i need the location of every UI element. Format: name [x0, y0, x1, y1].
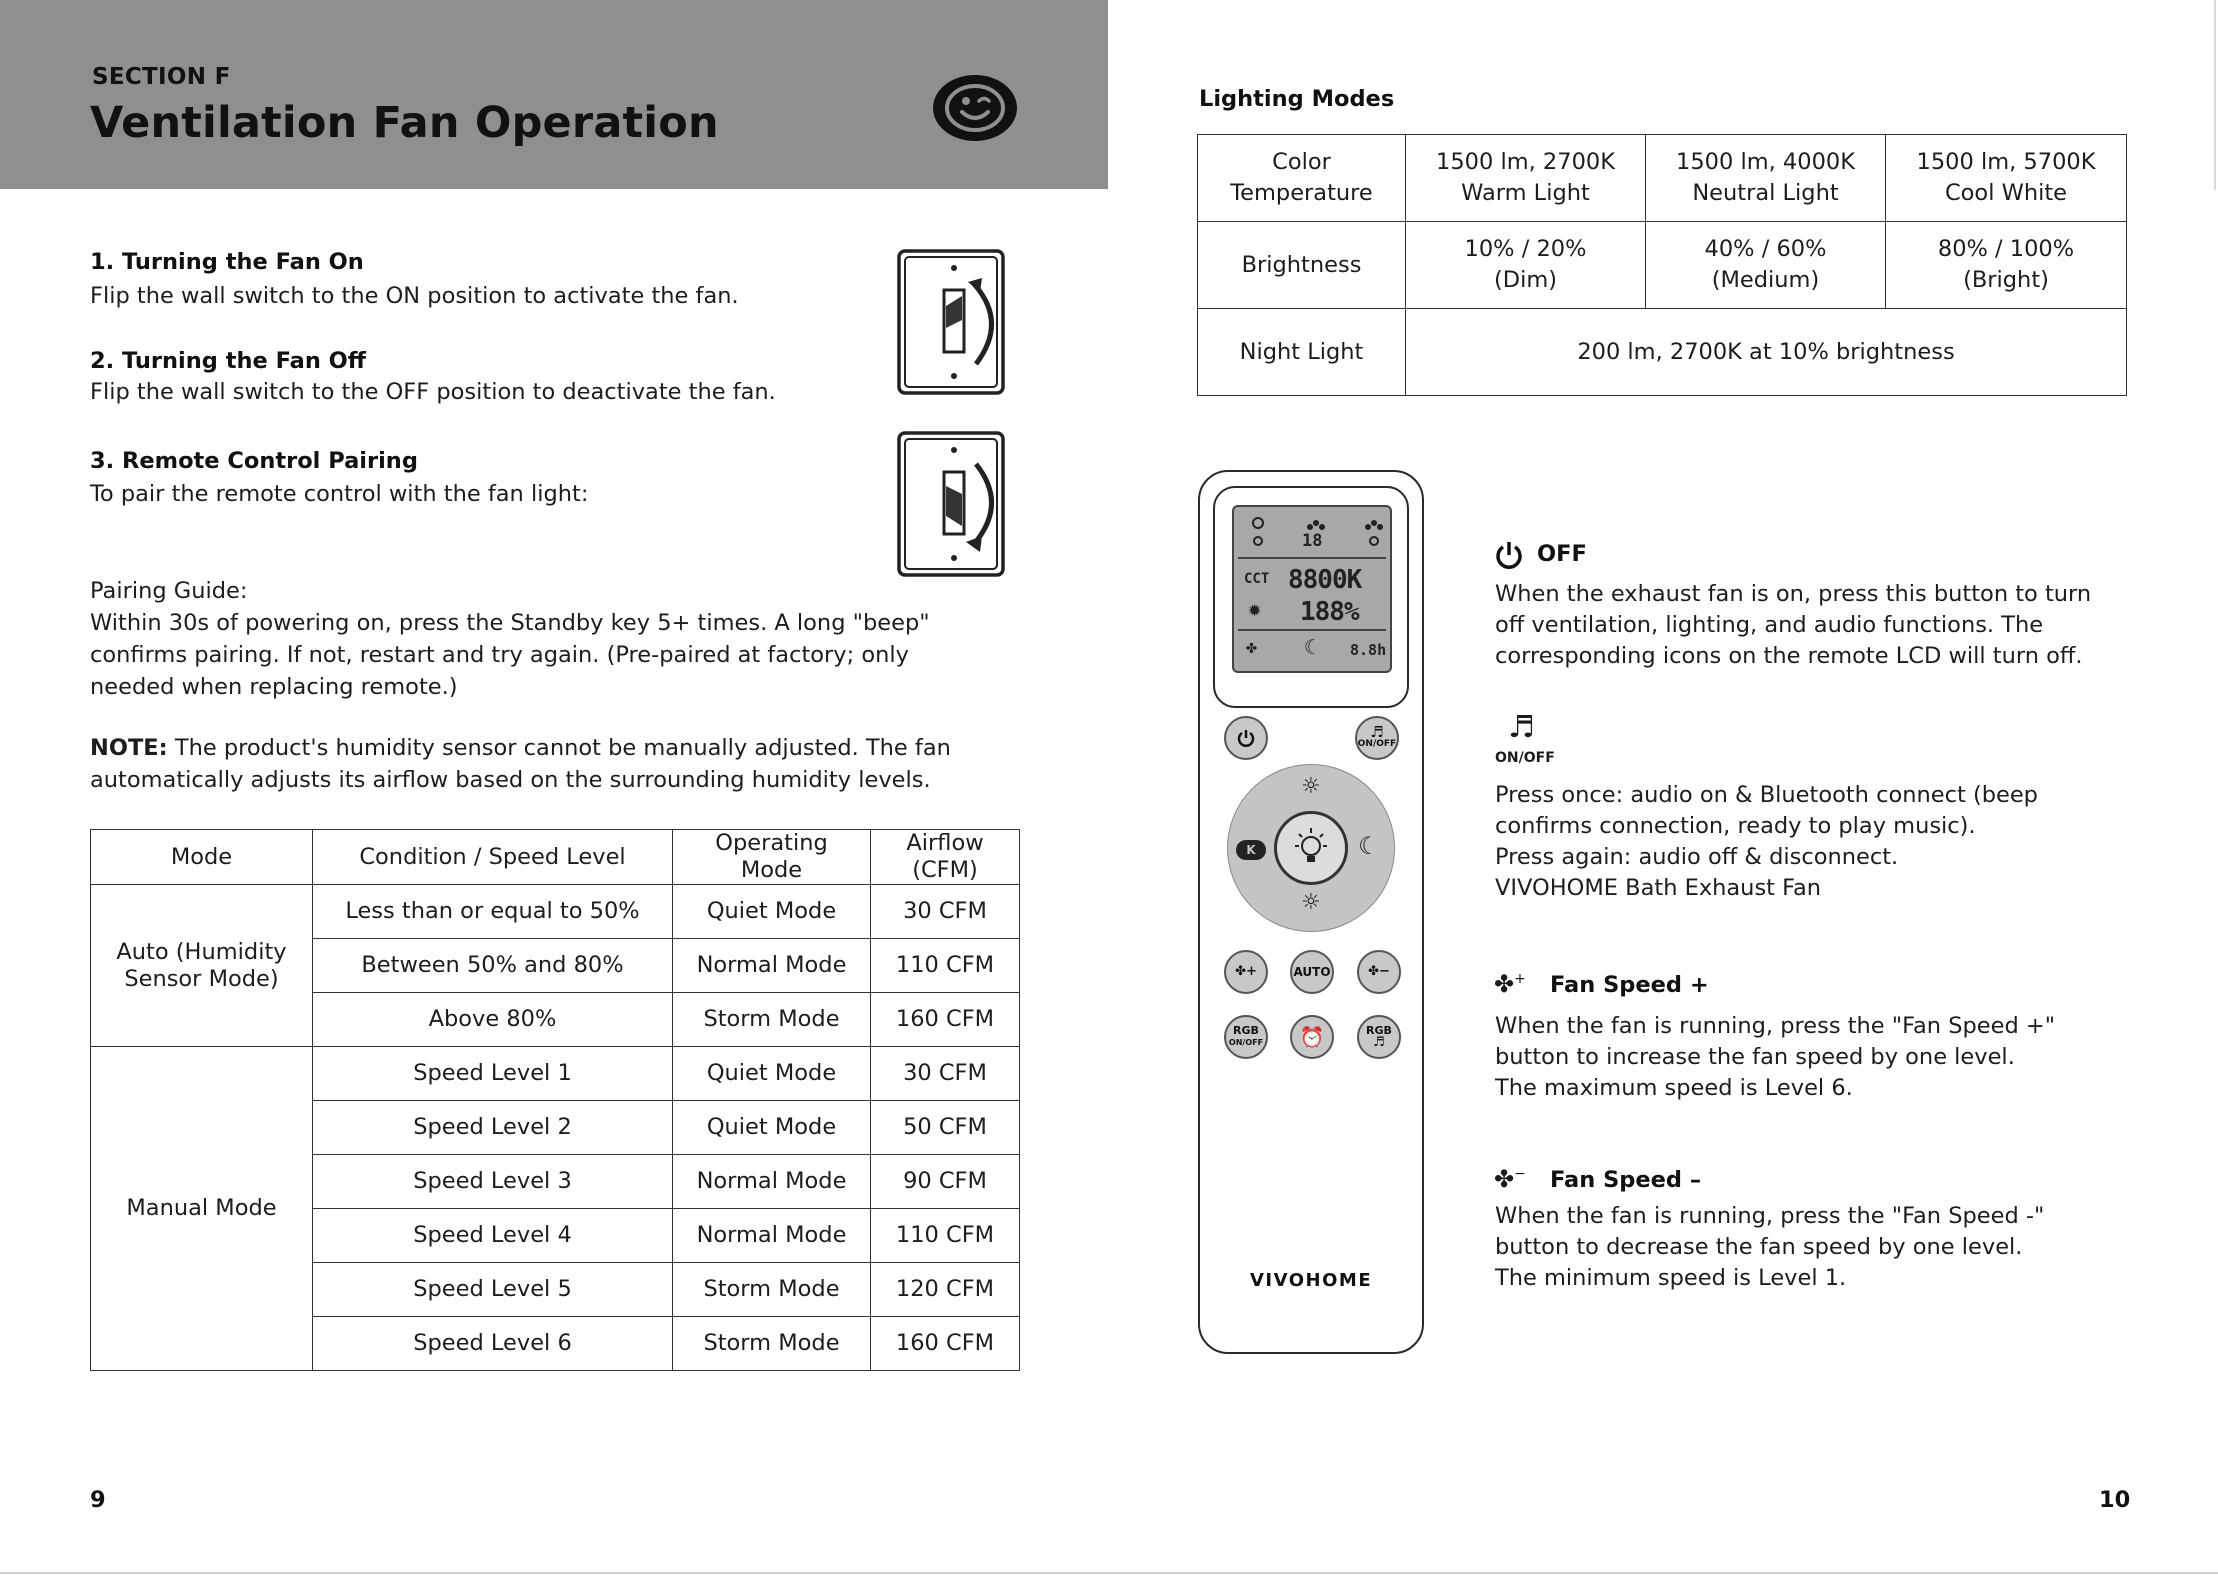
brightness-down-button[interactable]: ☼	[1301, 890, 1321, 915]
table-cell: Speed Level 3	[313, 1155, 673, 1209]
audio-description-line: Press again: audio off & disconnect.	[1495, 844, 1899, 870]
off-description-line: corresponding icons on the remote LCD will turn off.	[1495, 643, 2083, 669]
table-cell: Storm Mode	[673, 1317, 871, 1371]
fan-plus-icon: ✤+	[1494, 970, 1526, 998]
brightness-up-button[interactable]: ☼	[1301, 774, 1321, 799]
mode-cell-auto: Auto (Humidity Sensor Mode)	[91, 885, 313, 1047]
fan-minus-icon: ✤−	[1494, 1165, 1526, 1193]
rgb-label: RGB	[1233, 1024, 1259, 1037]
table-cell: 1500 lm, 4000K Neutral Light	[1646, 135, 1886, 222]
lcd-cct-label: CCT	[1244, 571, 1270, 587]
fan-speed-up-line: When the fan is running, press the "Fan Speed +"	[1495, 1013, 2056, 1039]
table-cell: Above 80%	[313, 993, 673, 1047]
remote-brand-logo: VIVOHOME	[1250, 1270, 1373, 1291]
note-paragraph	[90, 732, 951, 764]
table-header-cell: Operating Mode	[673, 830, 871, 885]
power-icon	[1494, 540, 1524, 570]
audio-description-line: VIVOHOME Bath Exhaust Fan	[1495, 875, 1822, 901]
page-number-right: 10	[2099, 1487, 2131, 1513]
lcd-brightness-readout: 188%	[1300, 597, 1359, 627]
table-cell: 1500 lm, 2700K Warm Light	[1406, 135, 1646, 222]
lcd-temperature-readout: 8800K	[1288, 565, 1362, 595]
off-description-line: off ventilation, lighting, and audio functions. The	[1495, 612, 2044, 638]
note-label: NOTE:	[90, 735, 168, 761]
step2-text: Flip the wall switch to the OFF position to deactivate the fan.	[90, 379, 776, 405]
fan-speed-down-line: When the fan is running, press the "Fan Speed -"	[1495, 1203, 2045, 1229]
lighting-modes-title: Lighting Modes	[1199, 86, 1395, 112]
rgb-music-button[interactable]	[1357, 1015, 1401, 1059]
table-cell: Quiet Mode	[673, 1047, 871, 1101]
light-onoff-button[interactable]	[1274, 811, 1348, 885]
mode-cell-manual: Manual Mode	[91, 1047, 313, 1371]
table-cell: 1500 lm, 5700K Cool White	[1886, 135, 2127, 222]
power-icon	[1236, 728, 1256, 748]
fan-speed-up-line: button to increase the fan speed by one level.	[1495, 1044, 2015, 1070]
page-edge	[2214, 0, 2216, 190]
off-title: OFF	[1537, 541, 1587, 567]
table-cell: 160 CFM	[871, 1317, 1020, 1371]
wall-switch-off-icon	[896, 430, 1006, 578]
remote-lcd-screen	[1232, 505, 1392, 673]
page-number-left: 9	[90, 1487, 106, 1513]
power-button[interactable]	[1224, 716, 1268, 760]
step3-text: To pair the remote control with the fan light:	[90, 481, 589, 507]
pairing-guide-title: Pairing Guide:	[90, 578, 248, 604]
table-cell: 10% / 20% (Dim)	[1406, 222, 1646, 309]
fan-speed-up-button[interactable]	[1224, 950, 1268, 994]
table-cell: 160 CFM	[871, 993, 1020, 1047]
table-cell: Speed Level 4	[313, 1209, 673, 1263]
rgb-onoff-label: ON/OFF	[1228, 1038, 1264, 1047]
table-cell: Quiet Mode	[673, 1101, 871, 1155]
table-cell: 90 CFM	[871, 1155, 1020, 1209]
table-header-row	[91, 830, 1020, 885]
color-temp-label: K	[1246, 843, 1256, 857]
table-cell: Brightness	[1198, 222, 1406, 309]
night-light-button[interactable]: ☾	[1358, 832, 1380, 860]
step2-heading: 2. Turning the Fan Off	[90, 348, 367, 374]
lcd-brightness-icon: ✹	[1248, 597, 1262, 622]
table-cell: Color Temperature	[1198, 135, 1406, 222]
step1-heading: 1. Turning the Fan On	[90, 249, 364, 275]
table-row	[1198, 222, 2127, 309]
fan-speed-down-line: The minimum speed is Level 1.	[1495, 1265, 1847, 1291]
table-row	[91, 1047, 1020, 1101]
table-cell: Normal Mode	[673, 1155, 871, 1209]
table-cell: Quiet Mode	[673, 885, 871, 939]
wall-switch-on-icon	[896, 248, 1006, 396]
light-bulb-icon	[1277, 814, 1345, 882]
table-cell: 50 CFM	[871, 1101, 1020, 1155]
table-cell: Storm Mode	[673, 1263, 871, 1317]
fan-speed-up-title: Fan Speed +	[1550, 972, 1709, 998]
fan-speed-up-line: The maximum speed is Level 6.	[1495, 1075, 1853, 1101]
table-cell: Speed Level 5	[313, 1263, 673, 1317]
step1-text: Flip the wall switch to the ON position to activate the fan.	[90, 283, 739, 309]
music-note-icon: ♬	[1508, 710, 1535, 745]
table-cell: Storm Mode	[673, 993, 871, 1047]
table-cell: Less than or equal to 50%	[313, 885, 673, 939]
table-cell: 110 CFM	[871, 1209, 1020, 1263]
wink-face-icon	[932, 74, 1018, 142]
audio-onoff-button[interactable]	[1355, 716, 1399, 760]
table-cell: Normal Mode	[673, 939, 871, 993]
table-cell: 120 CFM	[871, 1263, 1020, 1317]
table-cell: Speed Level 1	[313, 1047, 673, 1101]
rgb-label: RGB	[1366, 1024, 1392, 1037]
table-cell: Speed Level 2	[313, 1101, 673, 1155]
table-cell: Speed Level 6	[313, 1317, 673, 1371]
table-cell: Night Light	[1198, 309, 1406, 396]
note-text: The product's humidity sensor cannot be manually adjusted. The fan	[167, 735, 951, 761]
note-text: automatically adjusts its airflow based on the surrounding humidity levels.	[90, 767, 931, 793]
music-note-icon: ♬	[1373, 1035, 1385, 1050]
audio-description-line: Press once: audio on & Bluetooth connect (beep	[1495, 782, 2038, 808]
color-temp-button[interactable]	[1236, 840, 1266, 860]
table-cell: Normal Mode	[673, 1209, 871, 1263]
audio-description-line: confirms connection, ready to play music).	[1495, 813, 1976, 839]
table-row	[91, 885, 1020, 939]
music-note-icon: ♬	[1370, 723, 1384, 741]
table-header-cell: Mode	[91, 830, 313, 885]
lcd-speed-readout: 18	[1302, 531, 1323, 551]
table-cell: 40% / 60% (Medium)	[1646, 222, 1886, 309]
auto-mode-button[interactable]	[1290, 950, 1334, 994]
step3-heading: 3. Remote Control Pairing	[90, 448, 418, 474]
pairing-guide-line: Within 30s of powering on, press the Standby key 5+ times. A long "beep"	[90, 610, 930, 636]
pairing-guide-line: needed when replacing remote.)	[90, 674, 458, 700]
table-header-cell: Condition / Speed Level	[313, 830, 673, 885]
fan-plus-icon: ✤+	[1235, 964, 1257, 979]
auto-label: AUTO	[1293, 965, 1331, 979]
page-title: Ventilation Fan Operation	[90, 98, 719, 148]
lcd-moon-icon: ☾	[1304, 635, 1317, 659]
off-description-line: When the exhaust fan is on, press this button to turn	[1495, 581, 2092, 607]
audio-onoff-label: ON/OFF	[1357, 739, 1397, 749]
table-header-cell: Airflow (CFM)	[871, 830, 1020, 885]
alarm-clock-icon: ⏰	[1299, 1025, 1325, 1049]
pairing-guide-line: confirms pairing. If not, restart and try again. (Pre-paired at factory; only	[90, 642, 909, 668]
table-cell: 80% / 100% (Bright)	[1886, 222, 2127, 309]
fan-speed-down-line: button to decrease the fan speed by one level.	[1495, 1234, 2023, 1260]
fan-speed-down-title: Fan Speed –	[1550, 1167, 1702, 1193]
lcd-fan-icon: ✤	[1246, 637, 1257, 658]
section-label: SECTION F	[92, 64, 231, 90]
audio-onoff-icon-label: ON/OFF	[1495, 750, 1555, 766]
lighting-modes-table	[1197, 134, 2127, 396]
table-row	[1198, 135, 2127, 222]
fan-mode-table	[90, 829, 1020, 1371]
table-cell: 30 CFM	[871, 885, 1020, 939]
table-cell: 30 CFM	[871, 1047, 1020, 1101]
lcd-timer-readout: 8.8h	[1350, 641, 1387, 659]
page-bottom-rule	[0, 1572, 2218, 1574]
table-row	[1198, 309, 2127, 396]
rgb-onoff-button[interactable]	[1224, 1015, 1268, 1059]
table-cell: Between 50% and 80%	[313, 939, 673, 993]
timer-button[interactable]	[1290, 1015, 1334, 1059]
table-cell: 200 lm, 2700K at 10% brightness	[1406, 309, 2127, 396]
fan-minus-icon: ✤−	[1368, 964, 1390, 979]
fan-speed-down-button[interactable]	[1357, 950, 1401, 994]
table-cell: 110 CFM	[871, 939, 1020, 993]
